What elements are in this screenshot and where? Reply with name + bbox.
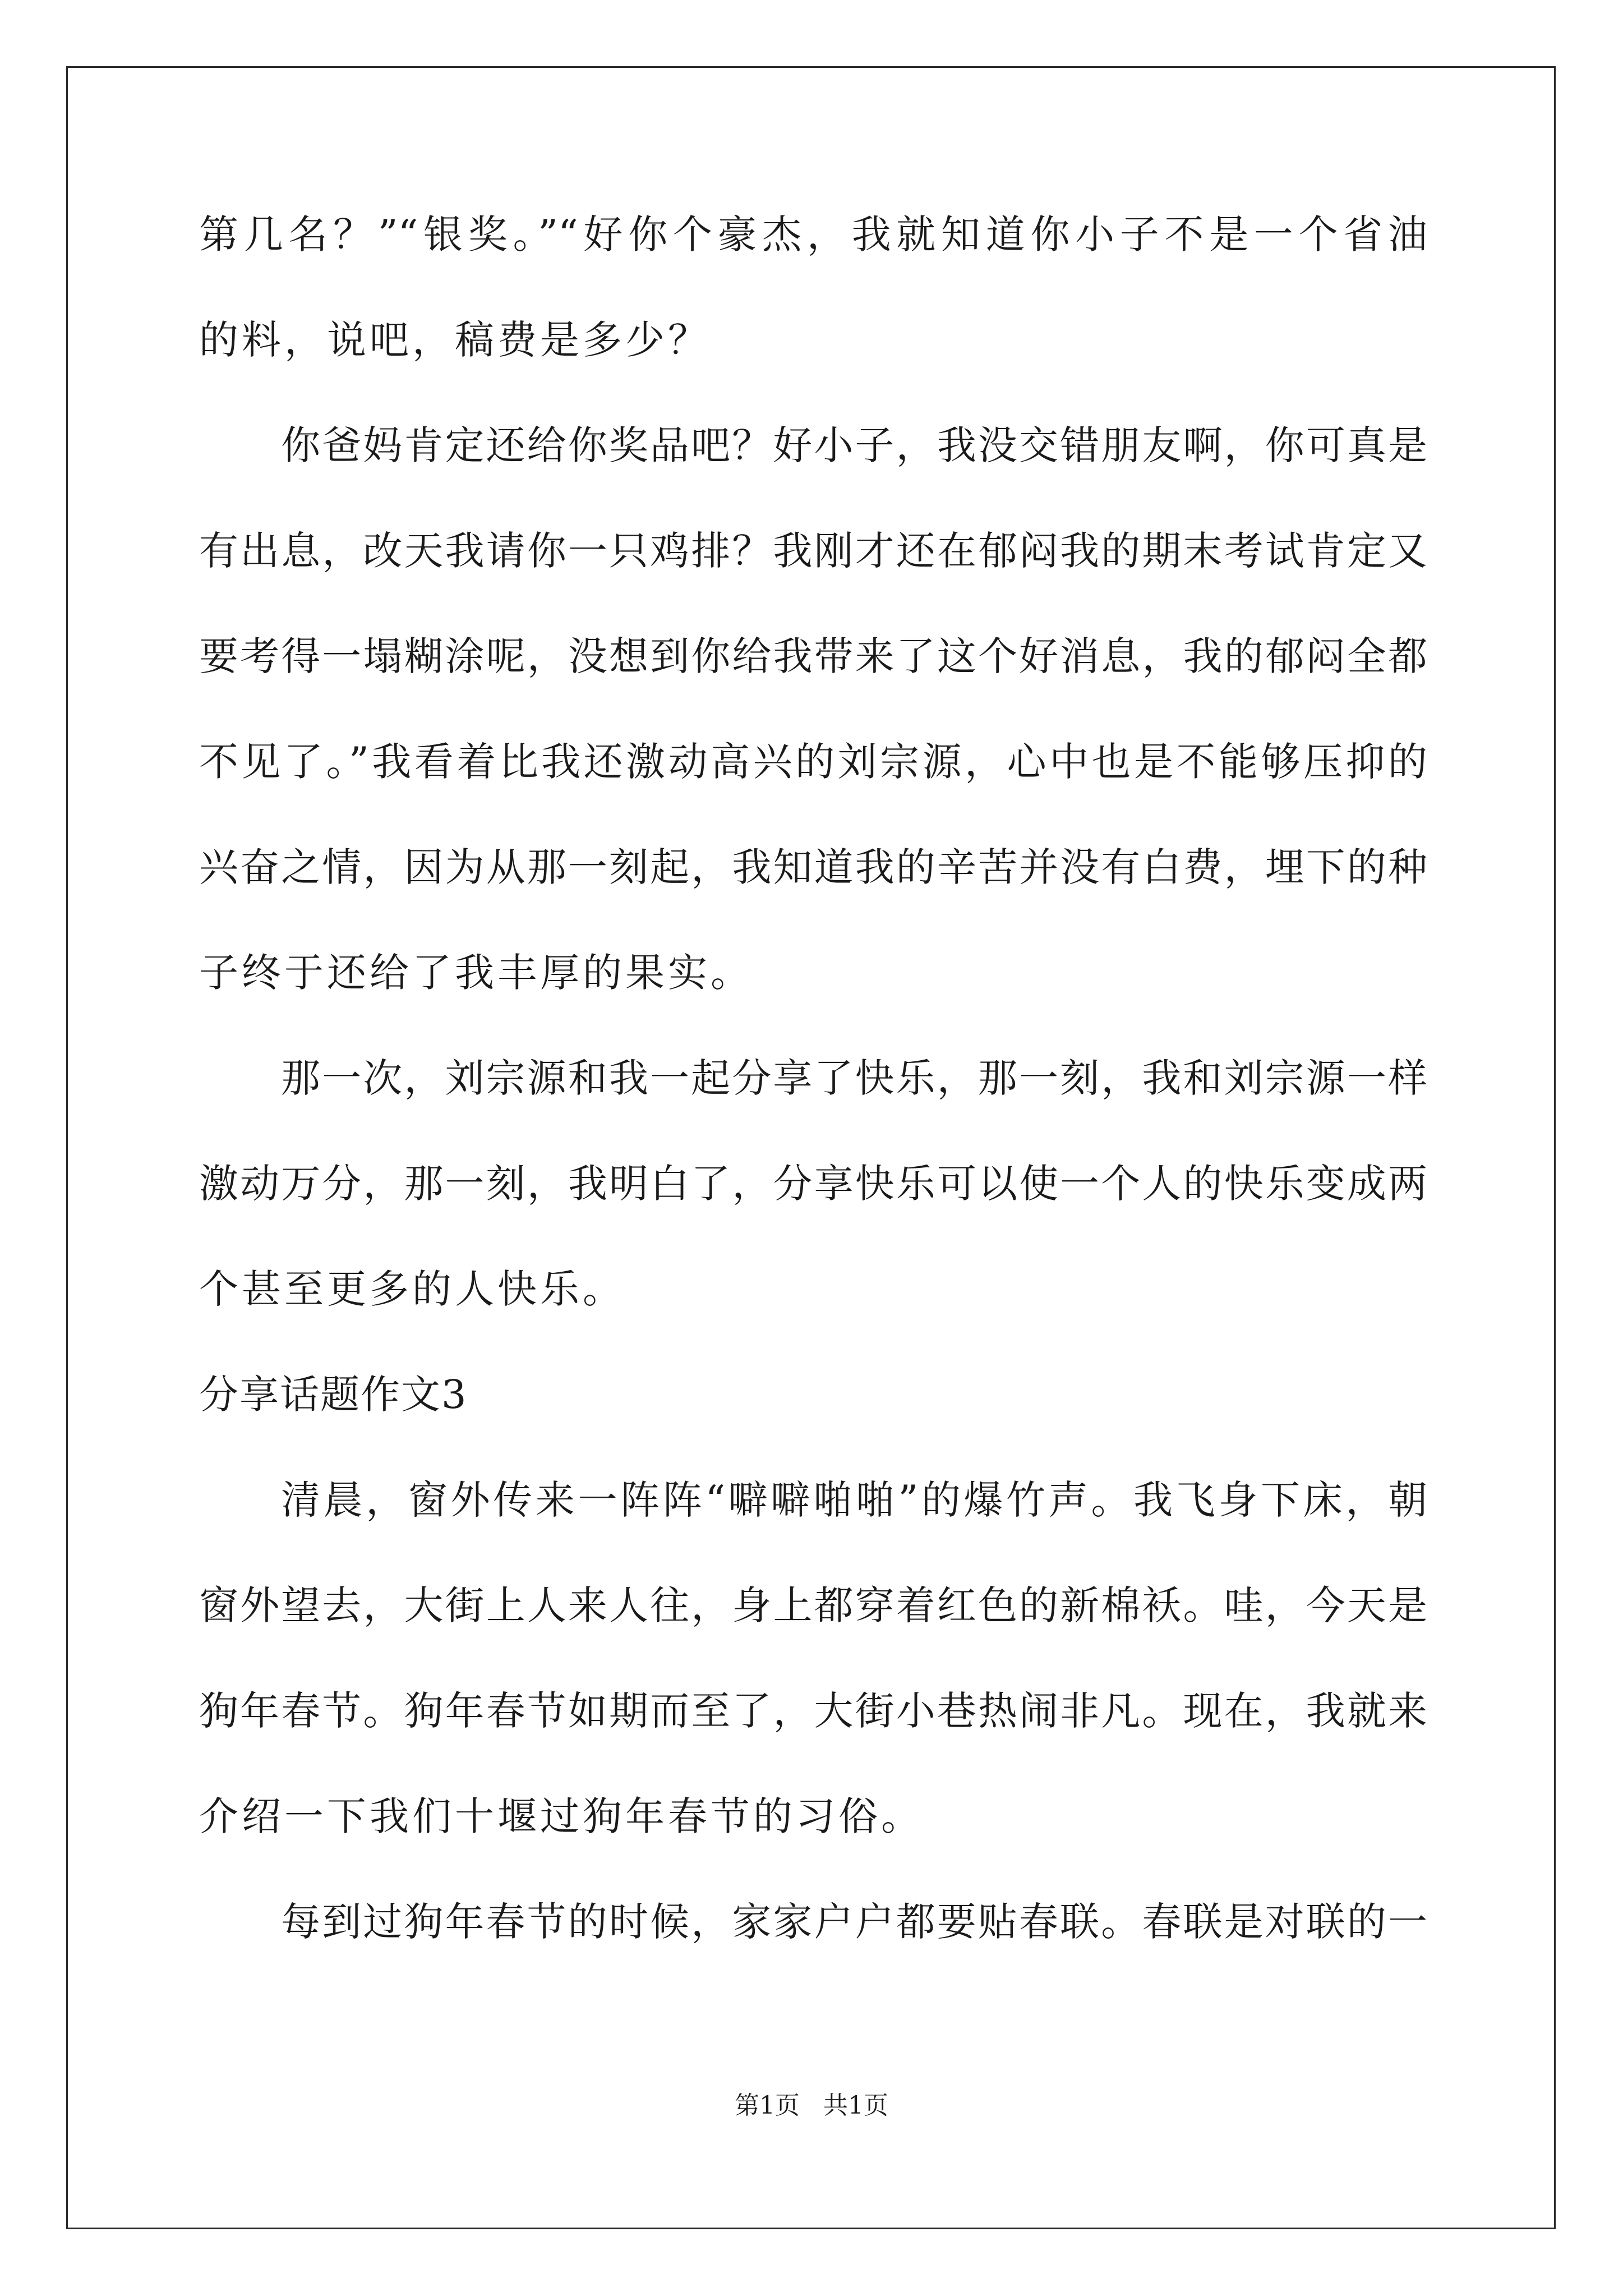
text-line: 要考得一塌糊涂呢，没想到你给我带来了这个好消息，我的郁闷全都	[199, 633, 1427, 679]
text-line: 兴奋之情，因为从那一刻起，我知道我的辛苦并没有白费，埋下的种	[199, 844, 1427, 890]
paragraph-first-line: 每到过狗年春节的时候，家家户户都要贴春联。春联是对联的一	[281, 1899, 1427, 1945]
paragraph-first-line: 那一次，刘宗源和我一起分享了快乐，那一刻，我和刘宗源一样	[281, 1055, 1427, 1101]
text-line: 有出息，改天我请你一只鸡排？我刚才还在郁闷我的期末考试肯定又	[199, 528, 1427, 574]
text-line: 激动万分，那一刻，我明白了，分享快乐可以使一个人的快乐变成两	[199, 1161, 1427, 1207]
paragraph-first-line: 清晨，窗外传来一阵阵“噼噼啪啪”的爆竹声。我飞身下床，朝	[281, 1477, 1427, 1523]
text-line: 第几名？”“银奖。”“好你个豪杰，我就知道你小子不是一个省油	[199, 211, 1427, 257]
paragraph-first-line: 你爸妈肯定还给你奖品吧？好小子，我没交错朋友啊，你可真是	[281, 422, 1427, 468]
text-line: 介绍一下我们十堰过狗年春节的习俗。	[199, 1793, 924, 1839]
text-line: 窗外望去，大街上人来人往，身上都穿着红色的新棉袄。哇，今天是	[199, 1582, 1427, 1628]
text-line: 个甚至更多的人快乐。	[199, 1266, 625, 1312]
text-line: 子终于还给了我丰厚的果实。	[199, 950, 753, 996]
section-heading: 分享话题作文3	[199, 1372, 468, 1418]
page-number: 第1页	[735, 2091, 800, 2120]
page-total: 共1页	[823, 2091, 888, 2120]
text-line: 不见了。”我看着比我还激动高兴的刘宗源，心中也是不能够压抑的	[199, 739, 1427, 785]
page-footer	[0, 2089, 1623, 2123]
text-line: 的料，说吧，稿费是多少？	[199, 317, 711, 363]
text-line: 狗年春节。狗年春节如期而至了，大街小巷热闹非凡。现在，我就来	[199, 1688, 1427, 1734]
